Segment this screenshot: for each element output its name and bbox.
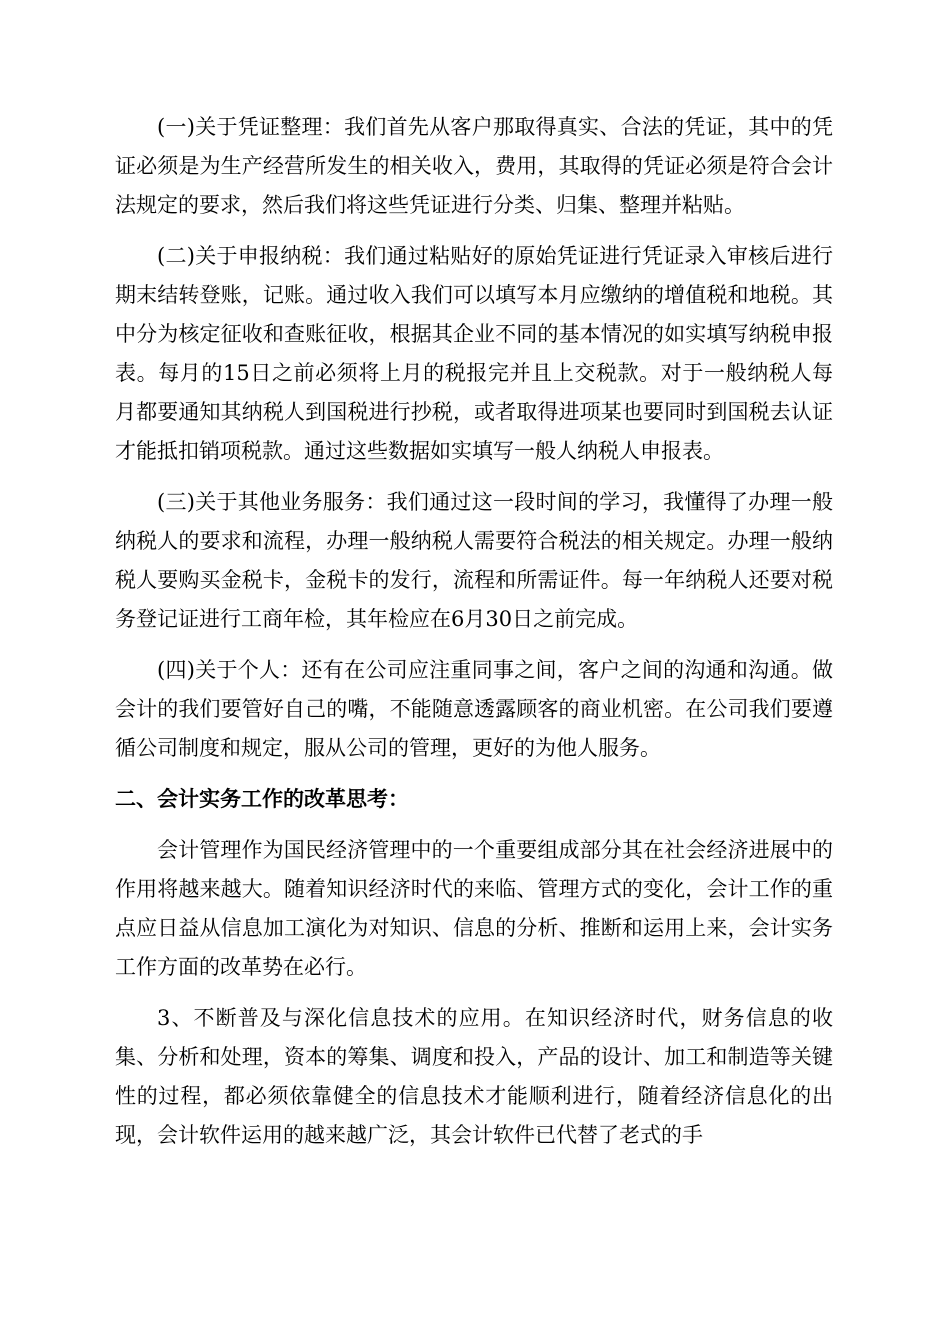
document-page — [115, 108, 833, 1167]
paragraph-tax-declaration: (二)关于申报纳税：我们通过粘贴好的原始凭证进行凭证录入审核后进行期末结转登账，记账。通过收入我们可以填写本月应缴纳的增值税和地税。其中分为核定征收和查账征收，根据其企业不同的基本情况的如实填写纳税申报表。每月的15日之前必须将上月的税报完并且上交税款。对于一般纳税人每月都要通知其纳税人到国税进行抄税，或者取得进项某也要同时到国税去认证才能抵扣销项税款。通过这些数据如实填写一般人纳税人申报表。 — [115, 244, 833, 463]
paragraph-voucher-organization: (一)关于凭证整理：我们首先从客户那取得真实、合法的凭证，其中的凭证必须是为生产经营所发生的相关收入，费用，其取得的凭证必须是符合会计法规定的要求，然后我们将这些凭证进行分类、归集、整理并粘贴。 — [115, 115, 833, 217]
section-heading: 二、会计实务工作的改革思考： — [115, 787, 409, 811]
paragraph-accounting-management: 会计管理作为国民经济管理中的一个重要组成部分其在社会经济进展中的作用将越来越大。随着知识经济时代的来临、管理方式的变化，会计工作的重点应日益从信息加工演化为对知识、信息的分析、推断和运用上来，会计实务工作方面的改革势在必行。 — [115, 838, 833, 979]
paragraph-other-services: (三)关于其他业务服务：我们通过这一段时间的学习，我懂得了办理一般纳税人的要求和流程，办理一般纳税人需要符合税法的相关规定。办理一般纳税人要购买金税卡，金税卡的发行，流程和所需证件。每一年纳税人还要对税务登记证进行工商年检，其年检应在6月30日之前完成。 — [115, 490, 833, 631]
paragraph-personal: (四)关于个人：还有在公司应注重同事之间，客户之间的沟通和沟通。做会计的我们要管好自己的嘴，不能随意透露顾客的商业机密。在公司我们要遵循公司制度和规定，服从公司的管理，更好的为他人服务。 — [115, 658, 833, 760]
paragraph-information-technology: 3、不断普及与深化信息技术的应用。在知识经济时代，财务信息的收集、分析和处理，资本的筹集、调度和投入，产品的设计、加工和制造等关键性的过程，都必须依靠健全的信息技术才能顺利进行，随着经济信息化的出现，会计软件运用的越来越广泛，其会计软件已代替了老式的手 — [115, 1006, 833, 1147]
